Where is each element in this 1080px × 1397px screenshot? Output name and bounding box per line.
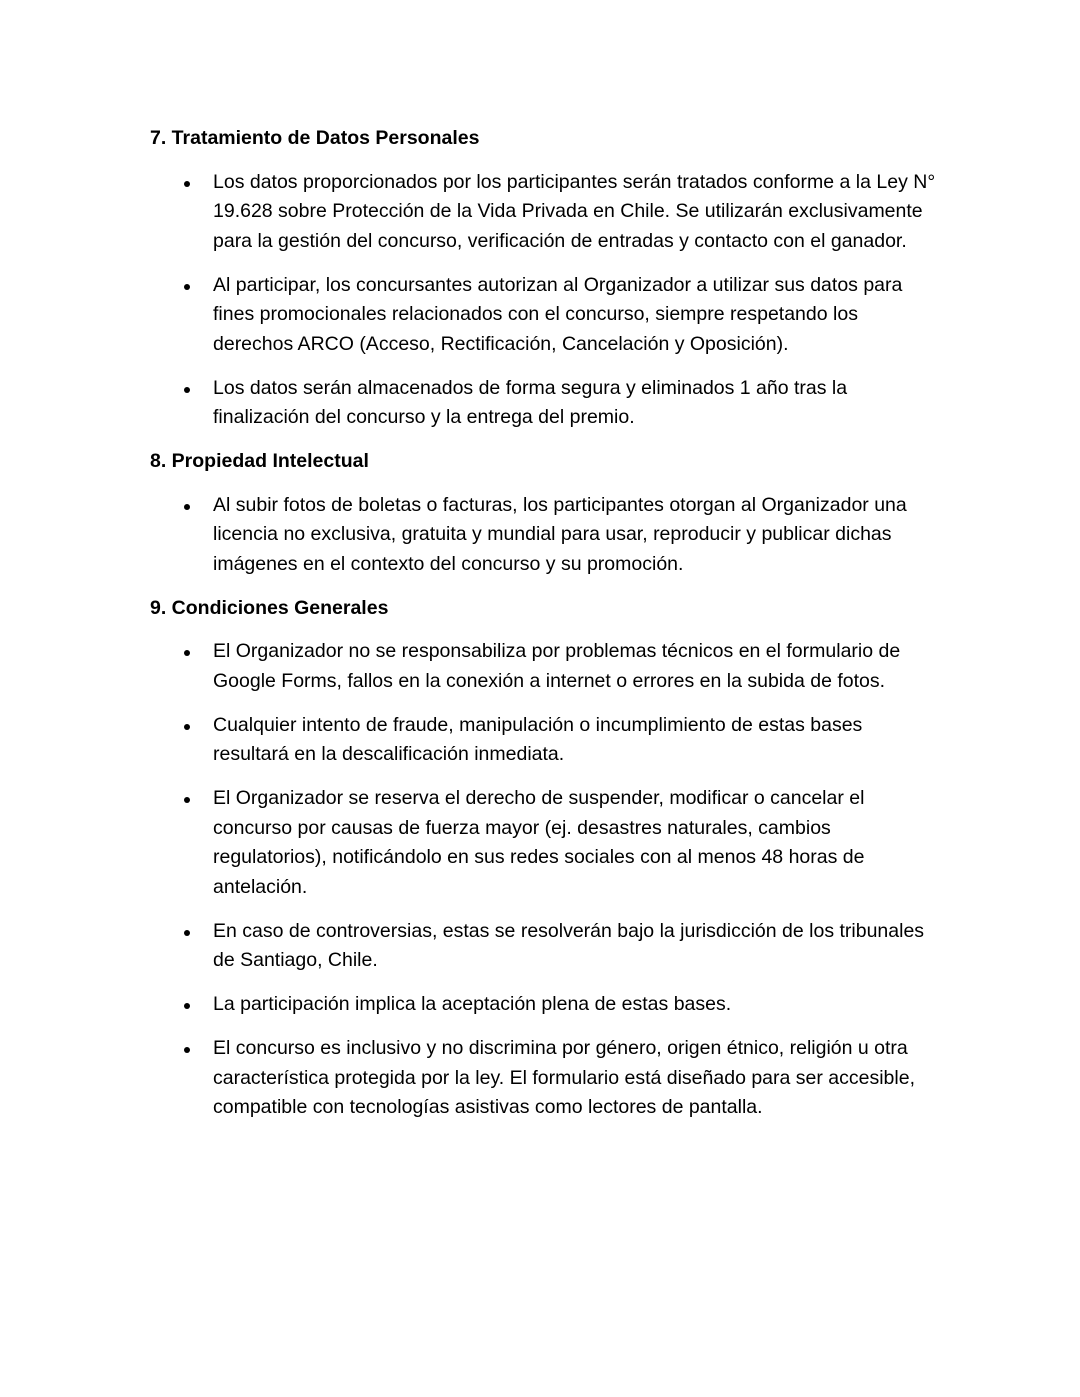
section-heading: 7. Tratamiento de Datos Personales xyxy=(150,127,480,149)
list-item xyxy=(150,637,940,696)
list-item xyxy=(150,711,940,770)
document-content xyxy=(150,124,940,1137)
bullet-icon xyxy=(184,797,190,803)
list-item-text: El Organizador se reserva el derecho de suspender, modificar o cancelar el concurso por causas de fuerza mayor (ej. desastres naturales, cambios regulatorios), notificándolo en sus redes sociales con al menos 48 horas de antelación. xyxy=(213,787,865,898)
bullet-icon xyxy=(184,181,190,187)
list-item xyxy=(150,917,940,976)
list-item-text: El Organizador no se responsabiliza por problemas técnicos en el formulario de Google Forms, fallos en la conexión a internet o errores en la subida de fotos. xyxy=(213,640,901,692)
list-item-text: La participación implica la aceptación plena de estas bases. xyxy=(213,993,732,1015)
bullet-icon xyxy=(184,930,190,936)
bullet-icon xyxy=(184,284,190,290)
bullet-icon xyxy=(184,504,190,510)
bullet-list xyxy=(150,168,940,433)
list-item-text: Los datos serán almacenados de forma segura y eliminados 1 año tras la finalización del concurso y la entrega del premio. xyxy=(213,376,848,428)
list-item xyxy=(150,168,940,257)
section-heading: 8. Propiedad Intelectual xyxy=(150,450,369,472)
section-condiciones-generales xyxy=(150,594,940,1123)
list-item-text: En caso de controversias, estas se resolverán bajo la jurisdicción de los tribunales de Santiago, Chile. xyxy=(213,919,925,971)
list-item xyxy=(150,271,940,360)
section-heading: 9. Condiciones Generales xyxy=(150,596,389,619)
list-item xyxy=(150,491,940,580)
list-item-text: Al subir fotos de boletas o facturas, los participantes otorgan al Organizador una licencia no exclusiva, gratuita y mundial para usar, reproducir y publicar dichas imágenes en el contexto del concurso y su promoción. xyxy=(213,493,907,575)
bullet-icon xyxy=(184,387,190,393)
list-item-text: Cualquier intento de fraude, manipulación o incumplimiento de estas bases resultará en la descalificación inmediata. xyxy=(213,713,863,765)
bullet-icon xyxy=(184,650,190,656)
list-item-text: Al participar, los concursantes autorizan al Organizador a utilizar sus datos para fines promocionales relacionados con el concurso, siempre respetando los derechos ARCO (Acceso, Rectificación, Cancelación y Oposición). xyxy=(213,273,903,355)
bullet-icon xyxy=(184,724,190,730)
bullet-list xyxy=(150,491,940,580)
list-item-text: Los datos proporcionados por los participantes serán tratados conforme a la Ley N° 19.628 sobre Protección de la Vida Privada en Chile. Se utilizarán exclusivamente para la gestión del concurso, verificación de entradas y contacto con el ganador. xyxy=(213,170,936,252)
bullet-icon xyxy=(184,1047,190,1053)
section-propiedad-intelectual xyxy=(150,447,940,579)
list-item xyxy=(150,1034,940,1123)
bullet-list xyxy=(150,637,940,1123)
list-item xyxy=(150,990,940,1020)
section-tratamiento-datos xyxy=(150,124,940,433)
list-item xyxy=(150,784,940,902)
list-item-text: El concurso es inclusivo y no discrimina por género, origen étnico, religión u otra característica protegida por la ley. El formulario está diseñado para ser accesible, compatible con tecnologías asistivas como lectores de pantalla. xyxy=(213,1037,915,1118)
list-item xyxy=(150,374,940,433)
bullet-icon xyxy=(184,1003,190,1009)
